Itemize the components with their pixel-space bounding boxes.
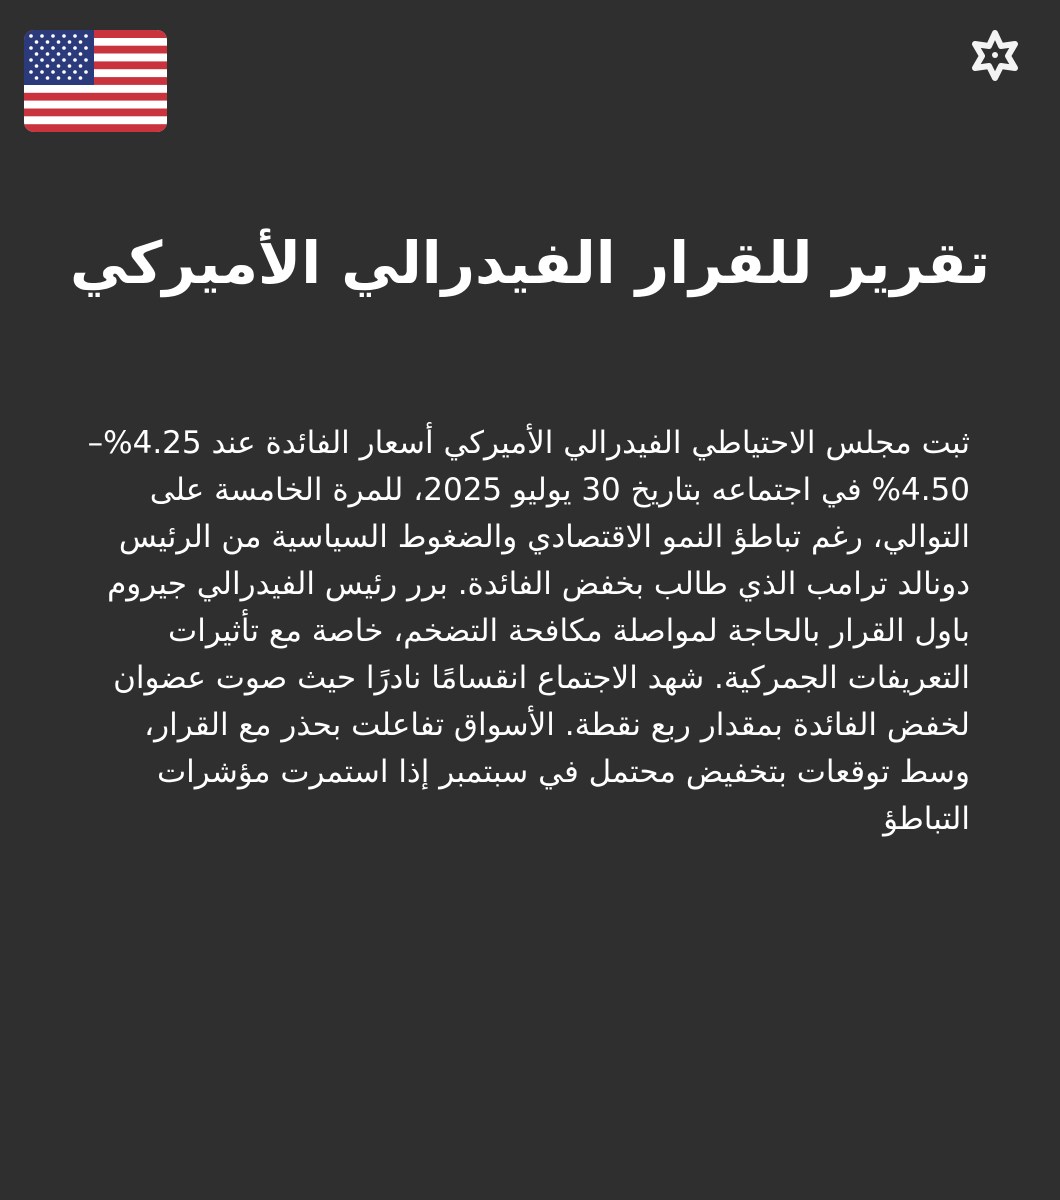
us-flag-icon [24,30,167,132]
article-body: ثبت مجلس الاحتياطي الفيدرالي الأميركي أسعار الفائدة عند 4.25%–4.50% في اجتماعه بتاريخ 30 يوليو 2025، للمرة الخامسة على التوالي، رغم تباطؤ النمو الاقتصادي والضغوط السياسية من الرئيس دونالد ترامب الذي طالب بخفض الفائدة. برر رئيس الفيدرالي جيروم باول القرار بالحاجة لمواصلة مكافحة التضخم، خاصة مع تأثيرات التعريفات الجمركية. شهد الاجتماع انقسامًا نادرًا حيث صوت عضوان لخفض الفائدة بمقدار ربع نقطة. الأسواق تفاعلت بحذر مع القرار، وسط توقعات بتخفيض محتمل في سبتمبر إذا استمرت مؤشرات التباطؤ [87,425,970,837]
star-logo-icon [968,28,1022,82]
article-title: تقرير للقرار الفيدرالي الأميركي [69,229,991,297]
